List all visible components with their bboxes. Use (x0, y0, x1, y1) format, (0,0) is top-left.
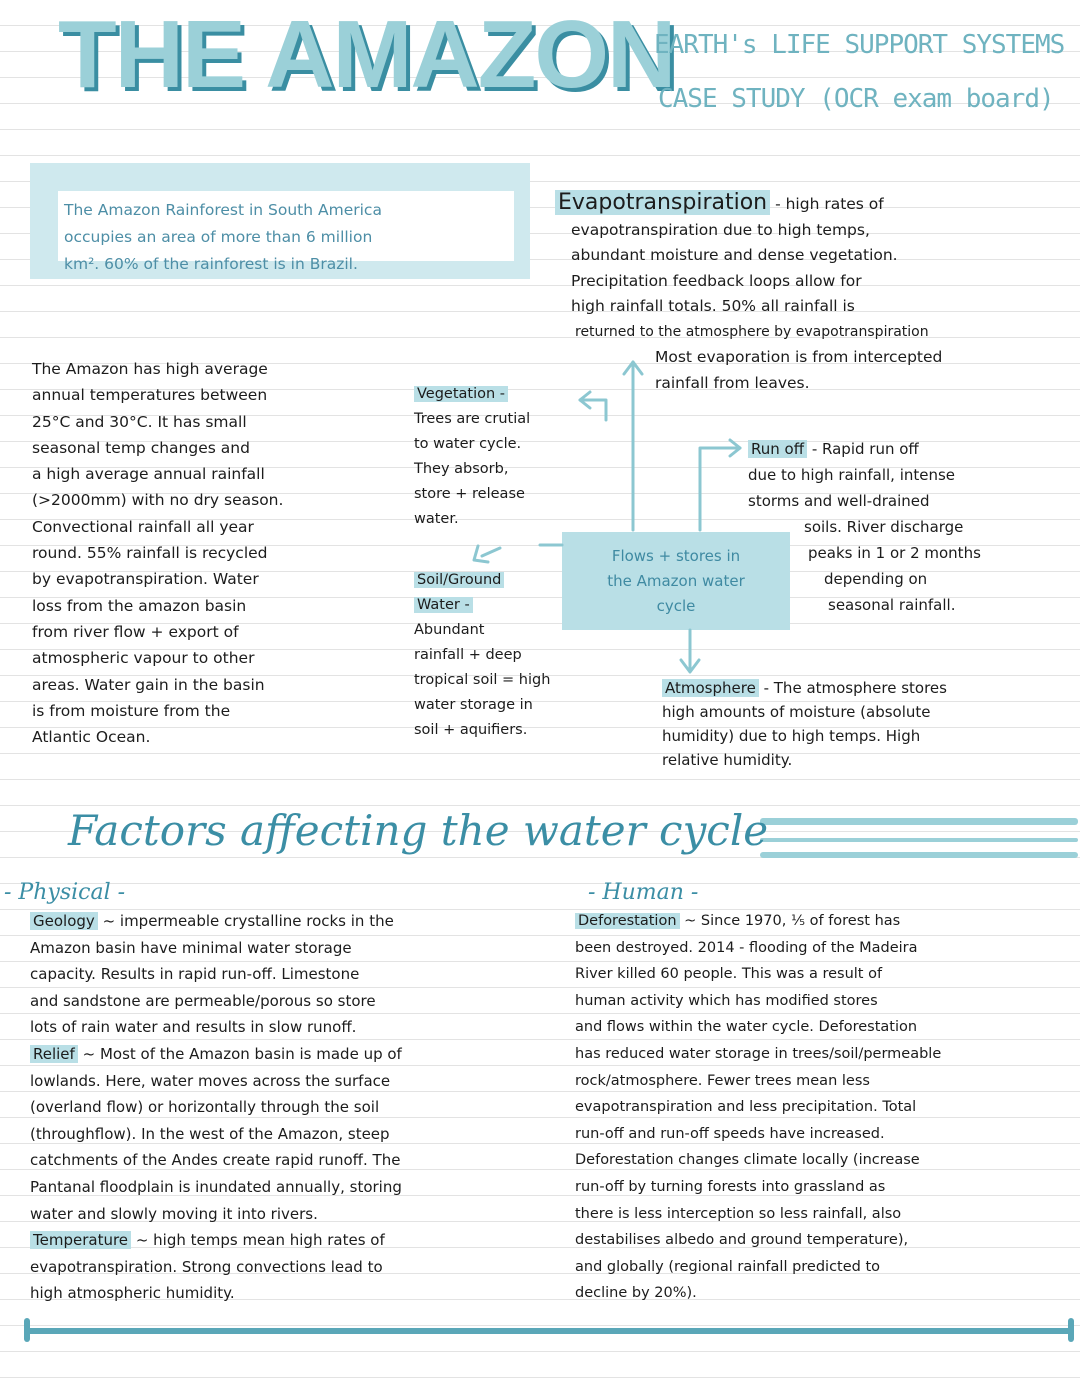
human-line: ~ Since 1970, ⅕ of forest has (684, 913, 901, 929)
geology-line: Amazon basin have minimal water storage (30, 938, 352, 957)
physical-heading: - Physical - (4, 880, 126, 905)
vegetation-line: They absorb, (414, 461, 509, 477)
evapotranspiration-line: high rainfall totals. 50% all rainfall is (571, 297, 855, 315)
relief-line: ~ Most of the Amazon basin is made up of (82, 1044, 402, 1063)
runoff-line: peaks in 1 or 2 months (808, 544, 981, 562)
climate-line: 25°C and 30°C. It has small (32, 412, 247, 431)
flows-box-line: the Amazon water (607, 571, 745, 590)
geology-line: and sandstone are permeable/porous so store (30, 991, 376, 1010)
vegetation-title: Vegetation - (414, 386, 508, 402)
atmosphere-title: Atmosphere (662, 679, 759, 697)
flows-box-line: Flows + stores in (611, 546, 741, 565)
vegetation-line: to water cycle. (414, 436, 522, 452)
human-line: decline by 20%). (575, 1285, 697, 1302)
climate-line: atmospheric vapour to other (32, 649, 255, 668)
soil-line: soil + aquifiers. (414, 722, 528, 738)
human-line: destabilises albedo and ground temperature), (575, 1232, 909, 1249)
human-line: River killed 60 people. This was a result of (575, 966, 883, 983)
soil-title-2: Water - (414, 597, 473, 613)
factors-rule (760, 818, 1078, 825)
relief-title: Relief (30, 1045, 78, 1063)
soil-title-1: Soil/Ground (414, 572, 504, 588)
soil-line: water storage in (414, 697, 533, 713)
evapotranspiration-line: abundant moisture and dense vegetation. (571, 246, 898, 264)
human-line: there is less interception so less rainfall, also (575, 1205, 902, 1222)
subtitle-line-2: CASE STUDY (OCR exam board) (658, 84, 1054, 114)
human-line: been destroyed. 2014 - flooding of the Madeira (575, 939, 918, 956)
relief-line: Pantanal floodplain is inundated annually, storing (30, 1177, 402, 1196)
runoff-line: storms and well-drained (748, 492, 930, 510)
relief-line: lowlands. Here, water moves across the surface (30, 1071, 391, 1090)
runoff-line: - Rapid run off (811, 440, 919, 458)
human-line: has reduced water storage in trees/soil/permeable (575, 1045, 942, 1062)
intro-line: km². 60% of the rainforest is in Brazil. (64, 255, 358, 273)
geology-line: ~ impermeable crystalline rocks in the (102, 912, 394, 930)
atmosphere-line: high amounts of moisture (absolute (662, 703, 931, 721)
evapotranspiration-line: Precipitation feedback loops allow for (571, 271, 862, 290)
atmosphere-line: relative humidity. (662, 751, 793, 769)
climate-line: a high average annual rainfall (32, 465, 265, 484)
atmosphere-line: - The atmosphere stores (763, 679, 947, 697)
human-line: and flows within the water cycle. Deforestation (575, 1019, 918, 1036)
climate-line: by evapotranspiration. Water (32, 570, 259, 589)
soil-line: tropical soil = high (414, 672, 551, 688)
climate-line: from river flow + export of (32, 622, 239, 641)
human-heading: - Human - (588, 880, 699, 905)
relief-line: (throughflow). In the west of the Amazon, steep (30, 1124, 390, 1143)
climate-line: Atlantic Ocean. (32, 728, 151, 747)
runoff-line: due to high rainfall, intense (748, 466, 956, 484)
climate-line: seasonal temp changes and (32, 438, 250, 457)
soil-line: rainfall + deep (414, 647, 522, 663)
evapotranspiration-line: evapotranspiration due to high temps, (571, 220, 870, 239)
human-line: and globally (regional rainfall predicted to (575, 1258, 881, 1275)
temperature-line: high atmospheric humidity. (30, 1284, 235, 1303)
runoff-line: seasonal rainfall. (828, 596, 956, 614)
climate-line: The Amazon has high average (32, 360, 268, 378)
geology-line: lots of rain water and results in slow runoff. (30, 1018, 357, 1037)
flows-box-line: cycle (656, 596, 696, 615)
bottom-rule (24, 1328, 1074, 1334)
evapotranspiration-line: returned to the atmosphere by evapotranspiration (575, 323, 929, 340)
human-column (575, 908, 1075, 1307)
climate-line: loss from the amazon basin (32, 596, 247, 615)
evapotranspiration-line: - high rates of (775, 195, 884, 213)
atmosphere-line: humidity) due to high temps. High (662, 727, 921, 745)
climate-line: annual temperatures between (32, 386, 268, 405)
climate-line: is from moisture from the (32, 701, 231, 720)
human-line: run-off and run-off speeds have increased. (575, 1125, 885, 1142)
geology-title: Geology (30, 912, 98, 930)
soil-line: Abundant (414, 622, 485, 638)
arrow-to-runoff (700, 448, 740, 530)
vegetation-line: store + release (414, 486, 525, 502)
human-line: evapotranspiration and less precipitation. Total (575, 1099, 917, 1116)
page-title: THE AMAZON (58, 1, 675, 108)
intro-line: The Amazon Rainforest in South America (64, 201, 382, 219)
climate-line: areas. Water gain in the basin (32, 675, 265, 694)
temperature-title: Temperature (30, 1231, 131, 1249)
climate-line: (>2000mm) with no dry season. (32, 491, 284, 510)
subtitle-line-1: EARTH's LIFE SUPPORT SYSTEMS (654, 30, 1065, 60)
physical-column (30, 908, 550, 1307)
temperature-line: ~ high temps mean high rates of (135, 1231, 385, 1250)
runoff-line: soils. River discharge (804, 518, 964, 536)
geology-line: capacity. Results in rapid run-off. Limestone (30, 965, 360, 984)
evapotranspiration-title: Evapotranspiration (555, 190, 770, 215)
human-line: run-off by turning forests into grassland as (575, 1178, 886, 1195)
runoff-line: depending on (824, 570, 928, 588)
vegetation-line: Trees are crutial (414, 411, 531, 427)
relief-line: water and slowly moving it into rivers. (30, 1204, 318, 1223)
runoff-title: Run off (748, 440, 807, 458)
relief-line: (overland flow) or horizontally through the soil (30, 1098, 380, 1117)
human-line: human activity which has modified stores (575, 992, 878, 1009)
vegetation-line: water. (414, 511, 459, 527)
deforestation-title: Deforestation (575, 913, 680, 929)
human-line: Deforestation changes climate locally (increase (575, 1152, 920, 1169)
climate-line: round. 55% rainfall is recycled (32, 544, 268, 563)
climate-line: Convectional rainfall all year (32, 517, 254, 536)
evapotranspiration-line: rainfall from leaves. (655, 373, 810, 392)
intro-line: occupies an area of more than 6 million (64, 228, 373, 246)
temperature-line: evapotranspiration. Strong convections lead to (30, 1257, 383, 1276)
evapotranspiration-line: Most evaporation is from intercepted (655, 348, 943, 366)
relief-line: catchments of the Andes create rapid runoff. The (30, 1151, 401, 1170)
factors-heading: Factors affecting the water cycle (68, 806, 769, 855)
human-line: rock/atmosphere. Fewer trees mean less (575, 1072, 870, 1089)
